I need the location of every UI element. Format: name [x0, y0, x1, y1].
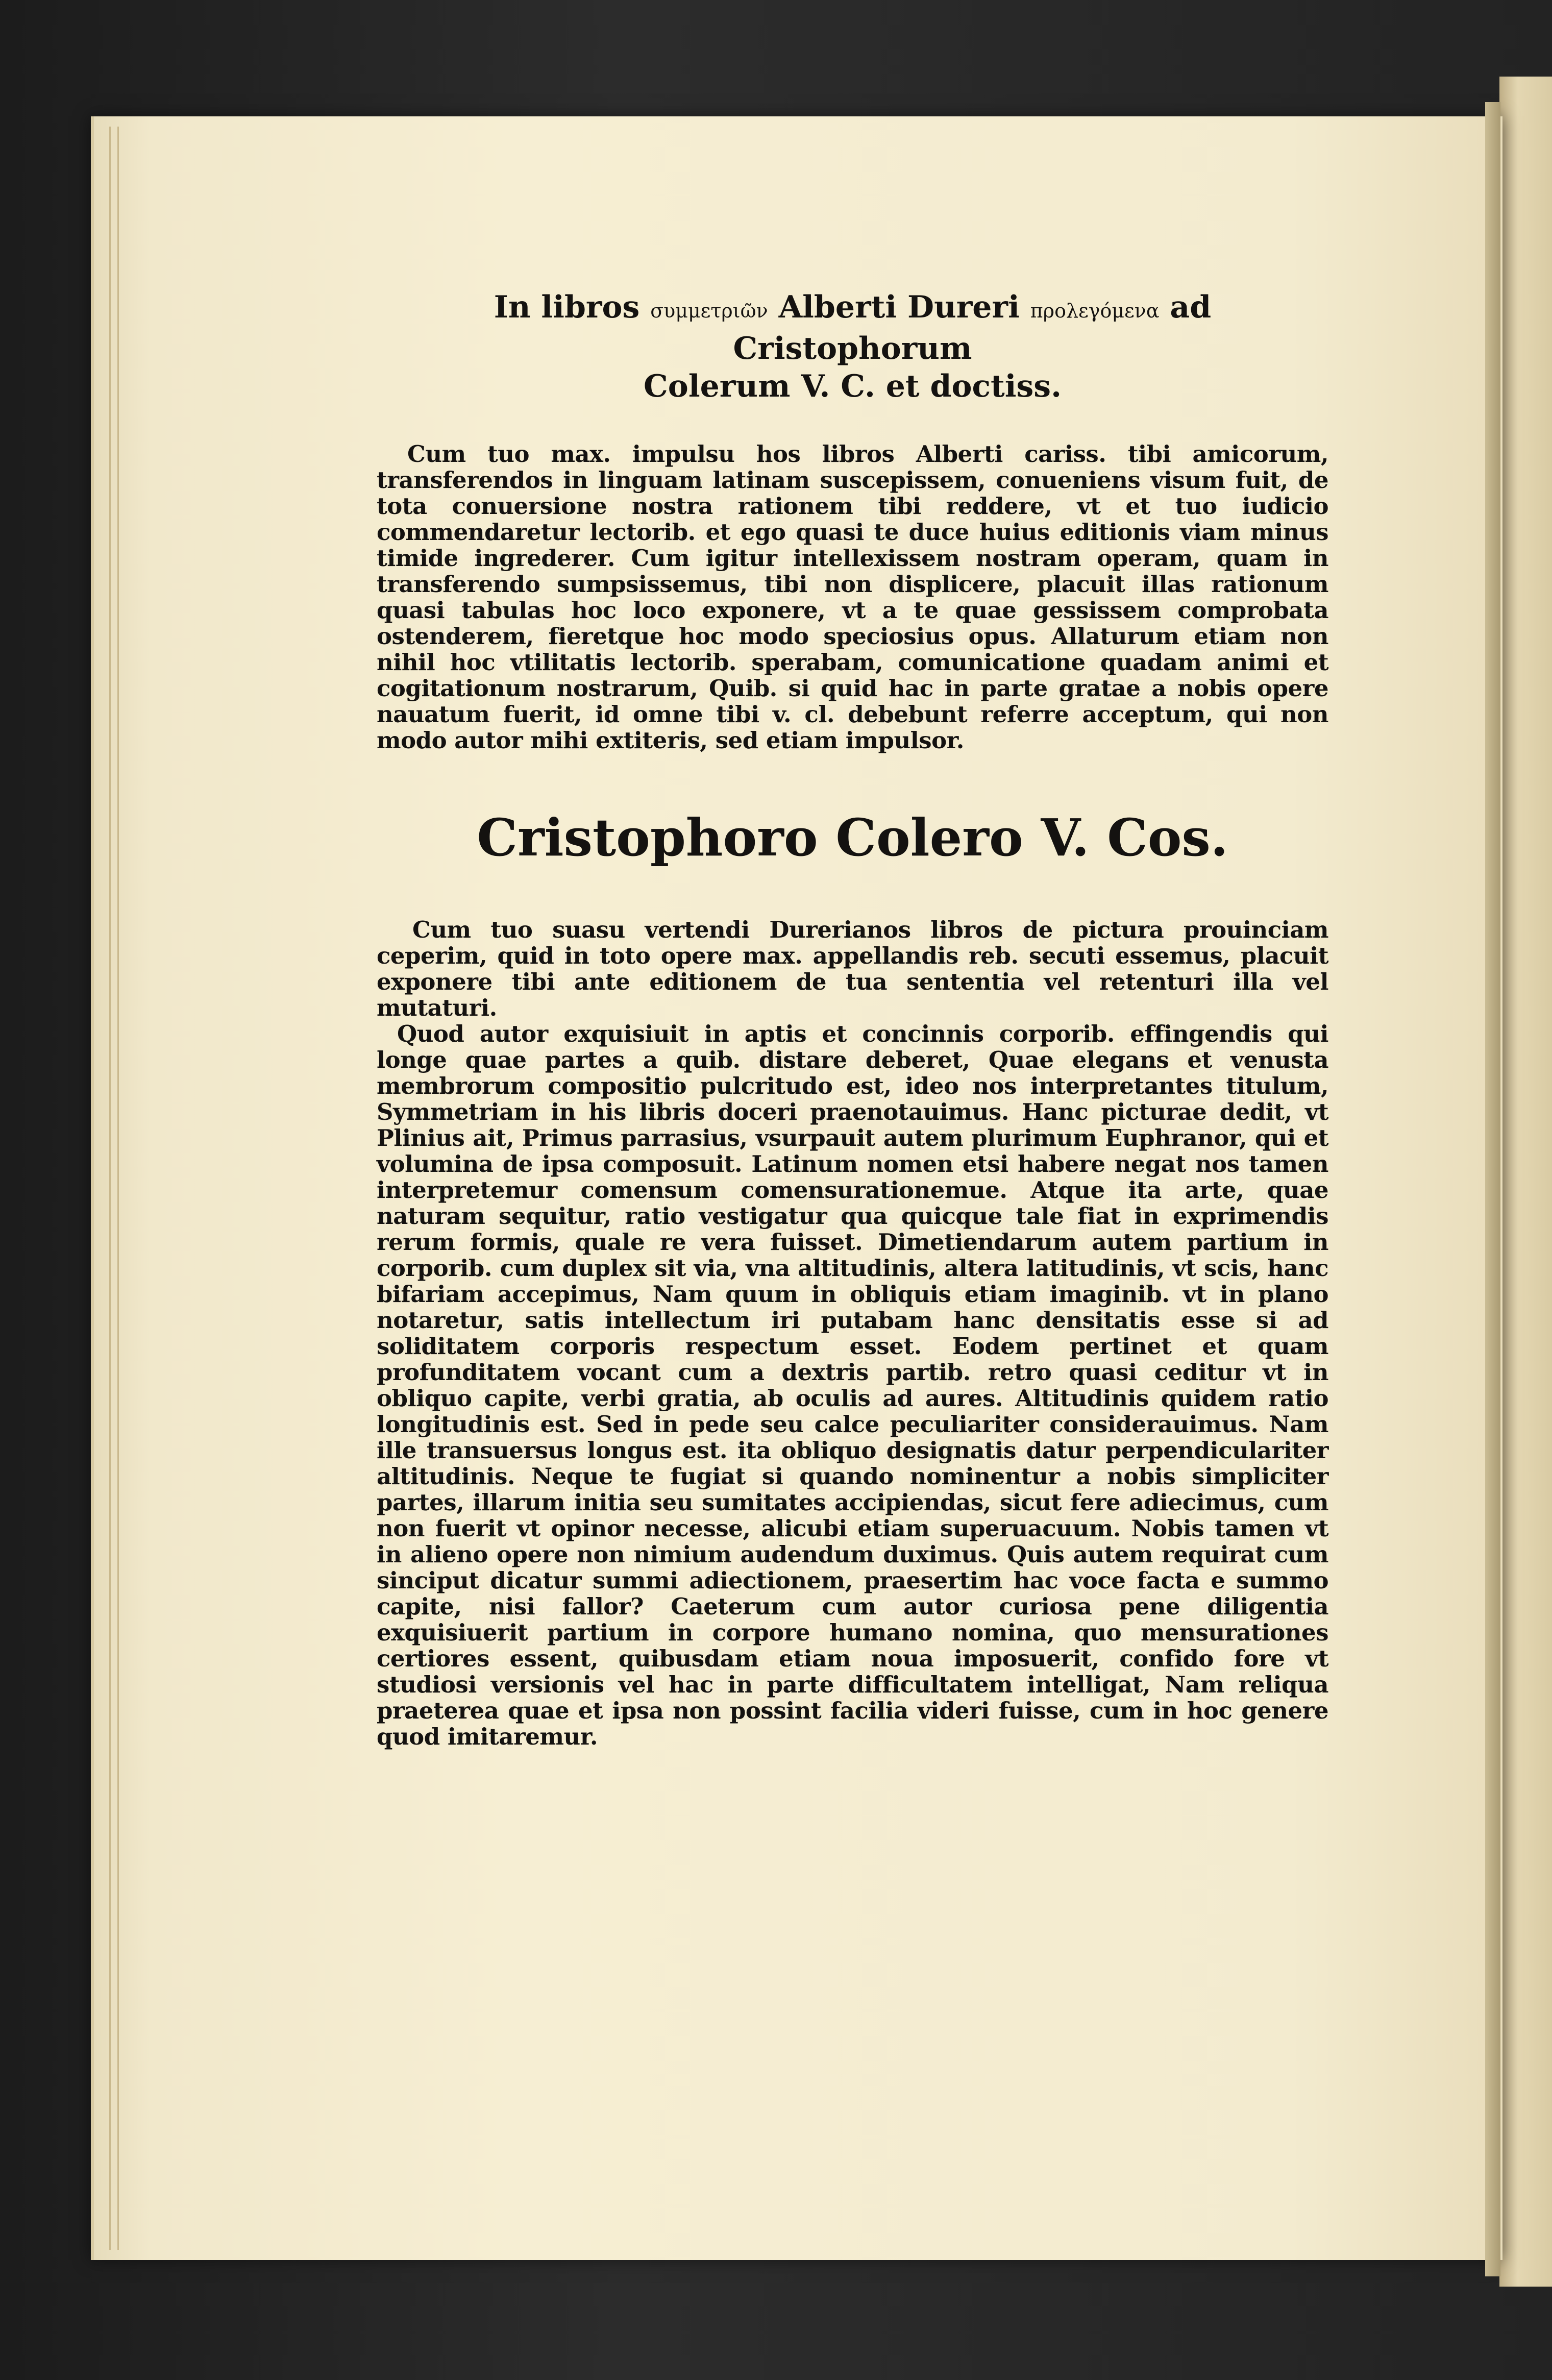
adjacent-page-edge — [1499, 77, 1552, 2287]
heading-text: ad Cristophorum — [733, 289, 1212, 366]
text-block — [377, 288, 1328, 1750]
dedication-paragraph: Cum tuo suasu vertendi Durerianos libros de pictura prouinciam ceperim, quid in toto opere max. appellandis reb. secuti essemus, placuit exponere tibi ante editionem de tua sententia vel retenturi illa vel mutaturi. — [377, 916, 1328, 1021]
greek-word: συμμετριῶν — [650, 300, 768, 322]
heading-line-2: Colerum V. C. et doctiss. — [644, 369, 1062, 404]
page-heading — [377, 288, 1328, 405]
gutter-line — [109, 127, 111, 2250]
greek-word: προλεγόμενα — [1030, 300, 1160, 322]
heading-text: Alberti Dureri — [778, 289, 1020, 325]
dedication-title: Cristophoro Colero V. Cos. — [477, 807, 1228, 868]
gutter-line — [117, 127, 119, 2250]
page-edge-shadow — [1485, 102, 1500, 2276]
preface-paragraph: Cum tuo max. impulsu hos libros Alberti cariss. tibi amicorum, transferendos in linguam latinam suscepissem, conueniens visum fuit, de tota conuersione nostra rationem tibi reddere, vt et tuo iudicio commendaretur lectorib. et ego quasi te duce huius editionis viam minus timide ingrederer. Cum igitur intellexissem nostram operam, quam in transferendo sumpsissemus, tibi non displicere, placuit illas rationum quasi tabulas hoc loco exponere, vt a te quae gessissem comprobata ostenderem, fieretque hoc modo speciosius opus. Allaturum etiam non nihil hoc vtilitatis lectorib. sperabam, comunicatione quadam animi et cogitationum nostrarum, Quib. si quid hac in parte gratae a nobis opere nauatum fuerit, id omne tibi v. cl. debebunt referre acceptum, qui non modo autor mihi extiteris, sed etiam impulsor. — [377, 440, 1328, 754]
heading-text: In libros — [494, 289, 640, 325]
body-paragraph: Quod autor exquisiuit in aptis et concinnis corporib. effingendis qui longe quae partes a quib. distare deberet, Quae elegans et venusta membrorum compositio pulcritudo est, ideo nos interpretantes titulum, Symmetriam in his libris doceri praenotauimus. Hanc picturae dedit, vt Plinius ait, Primus parrasius, vsurpauit autem plurimum Euphranor, qui et volumina de ipsa composuit. Latinum nomen etsi habere negat nos tamen interpretemur comensum comensurationemue. Atque ita arte, quae naturam sequitur, ratio vestigatur qua quicque tale fiat in exprimendis rerum formis, quale re vera fuisset. Dimetiendarum autem partium in corporib. cum duplex sit via, vna altitudinis, altera latitudinis, vt scis, hanc bifariam accepimus, Nam quum in obliquis etiam imaginib. vt in plano notaretur, satis intellectum iri putabam hanc densitatis esse si ad soliditatem corporis respectum esset. Eodem pertinet et quam profunditatem vocant cum a dextris partib. retro quasi ceditur vt in obliquo capite, verbi gratia, ab oculis ad aures. Altitudinis quidem ratio longitudinis est. Sed in pede seu calce peculiariter considerauimus. Nam ille transuersus longus est. ita obliquo designatis datur perpendiculariter altitudinis. Neque te fugiat si quando nominentur a nobis simpliciter partes, illarum initia seu sumitates accipiendas, sicut fere adiecimus, cum non fuerit vt opinor necesse, alicubi etiam superuacuum. Nobis tamen vt in alieno opere non nimium audendum duximus. Quis autem requirat cum sinciput dicatur summi adiectionem, praesertim hac voce facta e summo capite, nisi fallor? Caeterum cum autor curiosa pene diligentia exquisiuerit partium in corpore humano nomina, quo mensurationes certiores essent, quibusdam etiam noua imposuerit, confido fore vt studiosi versionis vel hac in parte difficultatem intelligat, Nam reliqua praeterea quae et ipsa non possint facilia videri fuisse, cum in hoc genere quod imitaremur. — [377, 1020, 1328, 1750]
